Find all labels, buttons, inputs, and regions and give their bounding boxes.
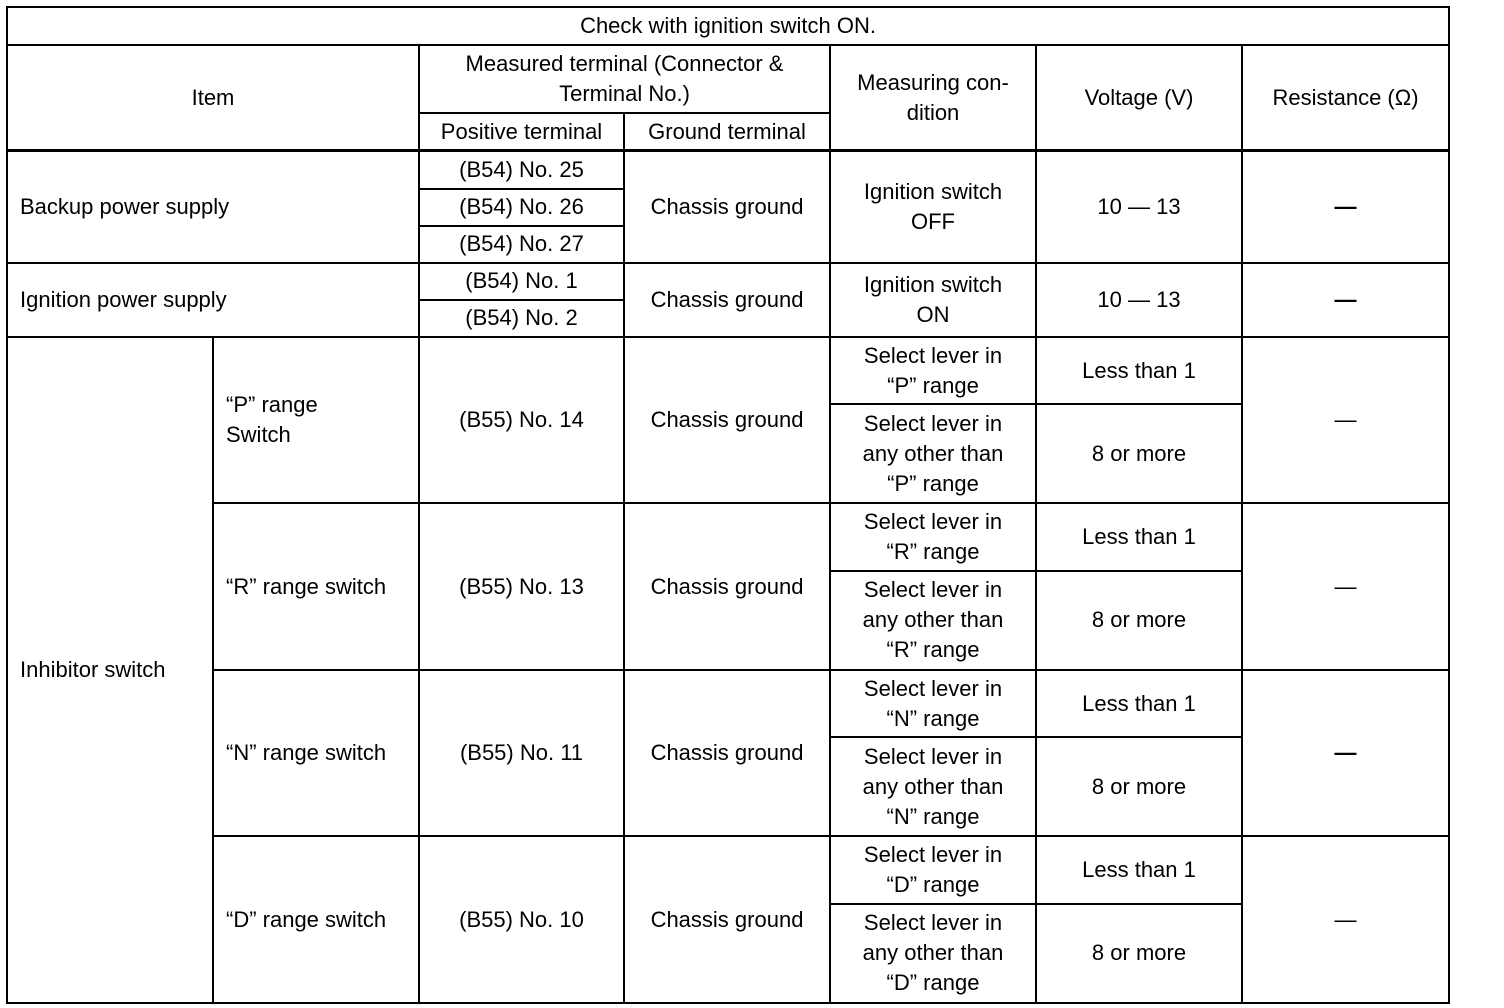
range-p-voltage-other: 8 or more <box>1036 404 1242 503</box>
header-ground-terminal: Ground terminal <box>624 113 830 150</box>
header-measured-terminal: Measured terminal (Connector & Terminal No.) <box>419 45 830 113</box>
range-r-terminal: (B55) No. 13 <box>419 503 624 669</box>
range-p-voltage-in: Less than 1 <box>1036 337 1242 404</box>
range-p-terminal: (B55) No. 14 <box>419 337 624 503</box>
ignition-resistance: — <box>1242 263 1449 337</box>
header-voltage: Voltage (V) <box>1036 45 1242 150</box>
backup-condition: Ignition switch OFF <box>830 150 1036 262</box>
range-d-ground: Chassis ground <box>624 836 830 1003</box>
range-d-name: “D” range switch <box>213 836 419 1003</box>
range-d-condition-in: Select lever in “D” range <box>830 836 1036 903</box>
backup-voltage: 10 — 13 <box>1036 150 1242 262</box>
ignition-item: Ignition power supply <box>7 263 419 337</box>
range-n-ground: Chassis ground <box>624 670 830 836</box>
range-n-condition-other: Select lever in any other than “N” range <box>830 737 1036 836</box>
range-d-resistance: — <box>1242 836 1449 1003</box>
range-r-name: “R” range switch <box>213 503 419 669</box>
range-p-condition-other: Select lever in any other than “P” range <box>830 404 1036 503</box>
range-n-name: “N” range switch <box>213 670 419 836</box>
range-r-condition-other: Select lever in any other than “R” range <box>830 571 1036 670</box>
range-n-resistance: — <box>1242 670 1449 836</box>
ignition-terminal-2: (B54) No. 2 <box>419 300 624 337</box>
ignition-condition: Ignition switch ON <box>830 263 1036 337</box>
header-resistance: Resistance (Ω) <box>1242 45 1449 150</box>
ignition-terminal-1: (B54) No. 1 <box>419 263 624 300</box>
header-item: Item <box>7 45 419 150</box>
range-d-voltage-other: 8 or more <box>1036 904 1242 1003</box>
table-title: Check with ignition switch ON. <box>7 7 1449 45</box>
range-p-name: “P” range Switch <box>213 337 419 503</box>
header-measuring-condition: Measuring con-dition <box>830 45 1036 150</box>
range-n-voltage-in: Less than 1 <box>1036 670 1242 737</box>
range-n-condition-in: Select lever in “N” range <box>830 670 1036 737</box>
inhibitor-item: Inhibitor switch <box>7 337 213 1003</box>
range-p-resistance: — <box>1242 337 1449 503</box>
backup-terminal-3: (B54) No. 27 <box>419 226 624 263</box>
range-d-voltage-in: Less than 1 <box>1036 836 1242 903</box>
range-r-voltage-in: Less than 1 <box>1036 503 1242 570</box>
range-r-ground: Chassis ground <box>624 503 830 669</box>
backup-terminal-1: (B54) No. 25 <box>419 150 624 188</box>
range-r-resistance: — <box>1242 503 1449 669</box>
range-n-voltage-other: 8 or more <box>1036 737 1242 836</box>
range-p-condition-in: Select lever in “P” range <box>830 337 1036 404</box>
range-d-terminal: (B55) No. 10 <box>419 836 624 1003</box>
backup-resistance: — <box>1242 150 1449 262</box>
backup-terminal-2: (B54) No. 26 <box>419 189 624 226</box>
backup-item: Backup power supply <box>7 150 419 262</box>
range-r-voltage-other: 8 or more <box>1036 571 1242 670</box>
ignition-ground: Chassis ground <box>624 263 830 337</box>
header-positive-terminal: Positive terminal <box>419 113 624 150</box>
range-p-ground: Chassis ground <box>624 337 830 503</box>
backup-ground: Chassis ground <box>624 150 830 262</box>
range-d-condition-other: Select lever in any other than “D” range <box>830 904 1036 1003</box>
check-table <box>6 6 1450 1004</box>
range-n-terminal: (B55) No. 11 <box>419 670 624 836</box>
ignition-voltage: 10 — 13 <box>1036 263 1242 337</box>
range-r-condition-in: Select lever in “R” range <box>830 503 1036 570</box>
